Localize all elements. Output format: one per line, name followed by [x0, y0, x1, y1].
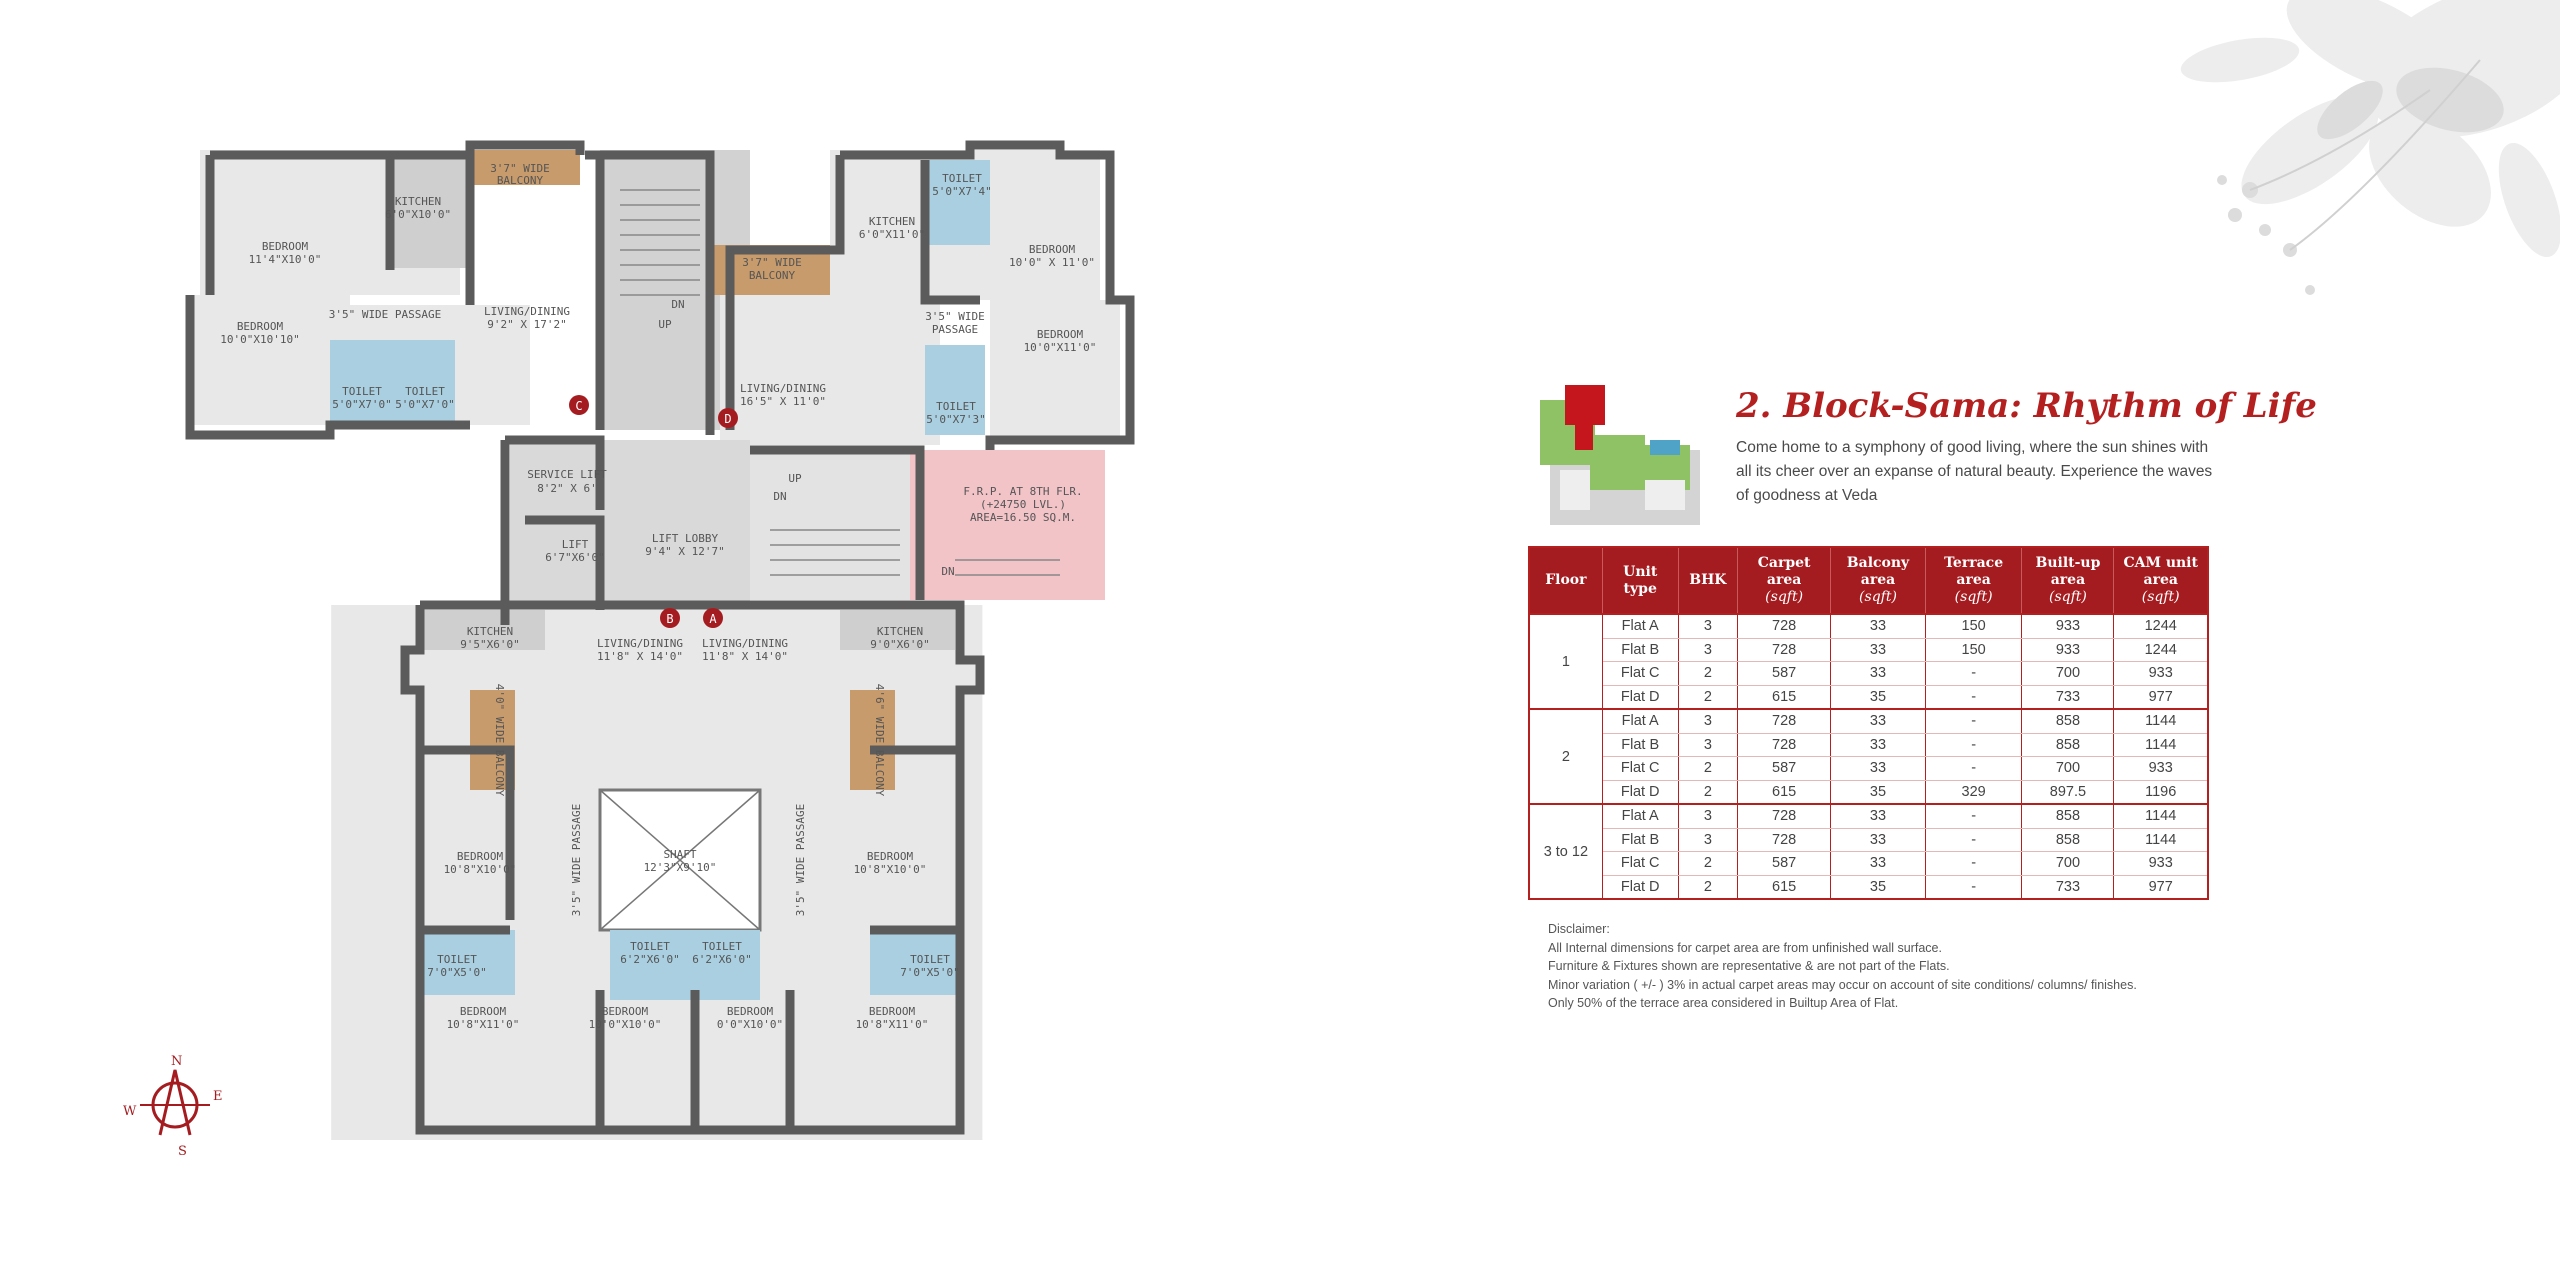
svg-text:SERVICE LIFT: SERVICE LIFT — [527, 468, 607, 481]
balcony-cell: 33 — [1831, 852, 1926, 876]
svg-text:DN: DN — [671, 298, 685, 311]
terrace-cell: - — [1925, 757, 2022, 781]
svg-text:6'2"X6'0": 6'2"X6'0" — [620, 953, 680, 966]
builtup-cell: 733 — [2022, 685, 2114, 709]
svg-text:9'4" X 12'7": 9'4" X 12'7" — [645, 545, 725, 558]
svg-text:C: C — [575, 399, 583, 413]
unit-cell: Flat D — [1602, 685, 1678, 709]
flat-marker-b — [660, 608, 680, 628]
svg-text:LIVING/DINING: LIVING/DINING — [739, 382, 827, 395]
flat-marker-d — [718, 408, 738, 428]
svg-text:BEDROOM: BEDROOM — [456, 850, 504, 863]
svg-text:10'0" X 11'0": 10'0" X 11'0" — [1008, 256, 1096, 269]
unit-cell: Flat B — [1602, 638, 1678, 662]
svg-text:9'5"X6'0": 9'5"X6'0" — [460, 638, 520, 651]
balcony-cell: 33 — [1831, 638, 1926, 662]
svg-text:(+24750 LVL.): (+24750 LVL.) — [979, 498, 1067, 511]
terrace-cell: 150 — [1925, 638, 2022, 662]
cam-cell: 977 — [2114, 875, 2208, 899]
cam-cell: 1144 — [2114, 709, 2208, 733]
svg-text:6'7"X6'0": 6'7"X6'0" — [545, 551, 605, 564]
table-row — [1529, 852, 2208, 876]
col-cam: CAM unit area (sqft) — [2114, 547, 2208, 614]
svg-text:11'8" X 14'0": 11'8" X 14'0" — [596, 650, 684, 663]
builtup-cell: 733 — [2022, 875, 2114, 899]
svg-text:TOILET: TOILET — [630, 940, 670, 953]
builtup-cell: 897.5 — [2022, 780, 2114, 804]
svg-text:AREA=16.50 SQ.M.: AREA=16.50 SQ.M. — [970, 511, 1076, 524]
svg-text:10'8"X10'0": 10'8"X10'0" — [443, 863, 517, 876]
carpet-cell: 728 — [1738, 828, 1831, 852]
svg-text:7'0"X5'0": 7'0"X5'0" — [900, 966, 960, 979]
svg-text:TOILET: TOILET — [437, 953, 477, 966]
carpet-cell: 728 — [1738, 804, 1831, 828]
svg-text:BEDROOM: BEDROOM — [726, 1005, 774, 1018]
page-title: 2. Block-Sama: Rhythm of Life — [1736, 386, 2317, 426]
svg-text:BEDROOM: BEDROOM — [1028, 243, 1076, 256]
disclaimer — [1548, 920, 2188, 1013]
cam-cell: 1144 — [2114, 733, 2208, 757]
terrace-cell: 150 — [1925, 614, 2022, 638]
svg-text:3'5" WIDE PASSAGE: 3'5" WIDE PASSAGE — [794, 803, 807, 917]
floor-cell: 2 — [1529, 709, 1602, 804]
svg-text:4'0" WIDE BALCONY: 4'0" WIDE BALCONY — [493, 683, 506, 797]
svg-text:TOILET: TOILET — [942, 172, 982, 185]
svg-text:LIFT: LIFT — [561, 538, 589, 551]
svg-text:3'5" WIDE PASSAGE: 3'5" WIDE PASSAGE — [328, 308, 442, 321]
bhk-cell: 3 — [1678, 709, 1737, 733]
balcony-cell: 33 — [1831, 709, 1926, 733]
svg-text:11'8" X 14'0": 11'8" X 14'0" — [701, 650, 789, 663]
disclaimer-heading: Disclaimer: — [1548, 922, 1610, 936]
svg-text:10'8"X11'0": 10'8"X11'0" — [446, 1018, 520, 1031]
svg-text:3'7" WIDE: 3'7" WIDE — [490, 162, 550, 175]
svg-text:E: E — [213, 1089, 223, 1104]
bhk-cell: 2 — [1678, 852, 1737, 876]
svg-text:LIVING/DINING: LIVING/DINING — [483, 305, 571, 318]
svg-text:LIVING/DINING: LIVING/DINING — [596, 637, 684, 650]
svg-text:KITCHEN: KITCHEN — [466, 625, 514, 638]
unit-cell: Flat D — [1602, 875, 1678, 899]
bhk-cell: 2 — [1678, 780, 1737, 804]
builtup-cell: 700 — [2022, 852, 2114, 876]
svg-text:S: S — [178, 1144, 187, 1159]
table-row — [1529, 828, 2208, 852]
svg-text:5'0"X7'0": 5'0"X7'0" — [395, 398, 455, 411]
svg-text:3'5" WIDE PASSAGE: 3'5" WIDE PASSAGE — [570, 803, 583, 917]
terrace-cell: - — [1925, 709, 2022, 733]
svg-text:6'0"X11'0": 6'0"X11'0" — [858, 228, 926, 241]
carpet-cell: 728 — [1738, 638, 1831, 662]
cam-cell: 1144 — [2114, 804, 2208, 828]
svg-text:F.R.P. AT 8TH FLR.: F.R.P. AT 8TH FLR. — [963, 485, 1083, 498]
unit-cell: Flat C — [1602, 757, 1678, 781]
svg-text:7'0"X5'0": 7'0"X5'0" — [427, 966, 487, 979]
svg-text:TOILET: TOILET — [910, 953, 950, 966]
col-floor: Floor — [1529, 547, 1602, 614]
svg-text:4'6" WIDE BALCONY: 4'6" WIDE BALCONY — [873, 683, 886, 797]
col-balcony: Balcony area (sqft) — [1831, 547, 1926, 614]
disclaimer-line: Furniture & Fixtures shown are representative & are not part of the Flats. — [1548, 959, 1950, 973]
unit-cell: Flat C — [1602, 662, 1678, 686]
builtup-cell: 858 — [2022, 828, 2114, 852]
svg-text:9'0"X6'0": 9'0"X6'0" — [870, 638, 930, 651]
builtup-cell: 700 — [2022, 662, 2114, 686]
table-row — [1529, 709, 2208, 733]
floor-plan — [180, 130, 1170, 1150]
svg-text:10'8"X11'0": 10'8"X11'0" — [855, 1018, 929, 1031]
cam-cell: 1244 — [2114, 614, 2208, 638]
svg-text:TOILET: TOILET — [702, 940, 742, 953]
table-row — [1529, 733, 2208, 757]
svg-text:KITCHEN: KITCHEN — [394, 195, 442, 208]
col-unit-type: Unit type — [1602, 547, 1678, 614]
svg-text:10'0"X10'0": 10'0"X10'0" — [588, 1018, 662, 1031]
balcony-cell: 35 — [1831, 875, 1926, 899]
terrace-cell: - — [1925, 733, 2022, 757]
svg-text:8'2" X 6': 8'2" X 6' — [537, 482, 597, 495]
svg-text:12'3"X9'10": 12'3"X9'10" — [643, 861, 717, 874]
disclaimer-line: Minor variation ( +/- ) 3% in actual carpet areas may occur on account of site conditions/ columns/ finishes. — [1548, 977, 2137, 992]
cam-cell: 1196 — [2114, 780, 2208, 804]
svg-text:BEDROOM: BEDROOM — [236, 320, 284, 333]
cam-cell: 933 — [2114, 757, 2208, 781]
svg-text:9'2" X 17'2": 9'2" X 17'2" — [487, 318, 567, 331]
balcony-cell: 33 — [1831, 614, 1926, 638]
flat-marker-c — [569, 395, 589, 415]
svg-text:11'4"X10'0": 11'4"X10'0" — [248, 253, 322, 266]
carpet-cell: 615 — [1738, 685, 1831, 709]
bhk-cell: 2 — [1678, 662, 1737, 686]
unit-cell: Flat D — [1602, 780, 1678, 804]
svg-text:UP: UP — [788, 472, 802, 485]
col-carpet: Carpet area (sqft) — [1738, 547, 1831, 614]
bhk-cell: 3 — [1678, 804, 1737, 828]
svg-text:BEDROOM: BEDROOM — [261, 240, 309, 253]
svg-text:PASSAGE: PASSAGE — [931, 323, 979, 336]
svg-text:6'0"X10'0": 6'0"X10'0" — [384, 208, 452, 221]
col-terrace: Terrace area (sqft) — [1925, 547, 2022, 614]
svg-text:LIFT LOBBY: LIFT LOBBY — [651, 532, 719, 545]
carpet-cell: 587 — [1738, 852, 1831, 876]
svg-text:TOILET: TOILET — [936, 400, 976, 413]
table-row — [1529, 685, 2208, 709]
table-row — [1529, 638, 2208, 662]
svg-text:N: N — [171, 1054, 183, 1069]
bhk-cell: 3 — [1678, 638, 1737, 662]
svg-text:3'7" WIDE: 3'7" WIDE — [742, 256, 802, 269]
svg-text:BEDROOM: BEDROOM — [866, 850, 914, 863]
svg-text:TOILET: TOILET — [405, 385, 445, 398]
balcony-cell: 33 — [1831, 828, 1926, 852]
unit-cell: Flat A — [1602, 614, 1678, 638]
terrace-cell: - — [1925, 828, 2022, 852]
bhk-cell: 2 — [1678, 685, 1737, 709]
svg-text:KITCHEN: KITCHEN — [876, 625, 924, 638]
svg-text:DN: DN — [941, 565, 955, 578]
balcony-cell: 33 — [1831, 757, 1926, 781]
svg-text:W: W — [123, 1104, 137, 1119]
col-bhk: BHK — [1678, 547, 1737, 614]
svg-text:UP: UP — [658, 318, 672, 331]
carpet-cell: 587 — [1738, 757, 1831, 781]
builtup-cell: 933 — [2022, 638, 2114, 662]
svg-text:5'0"X7'3": 5'0"X7'3" — [926, 413, 986, 426]
flat-marker-a — [703, 608, 723, 628]
svg-text:LIVING/DINING: LIVING/DINING — [701, 637, 789, 650]
area-table — [1528, 546, 2209, 900]
bhk-cell: 3 — [1678, 614, 1737, 638]
carpet-cell: 615 — [1738, 875, 1831, 899]
compass-icon — [120, 1050, 230, 1160]
carpet-cell: 728 — [1738, 709, 1831, 733]
carpet-cell: 587 — [1738, 662, 1831, 686]
svg-text:B: B — [666, 612, 674, 626]
carpet-cell: 728 — [1738, 733, 1831, 757]
balcony-cell: 33 — [1831, 733, 1926, 757]
floor-cell: 1 — [1529, 614, 1602, 709]
svg-text:BEDROOM: BEDROOM — [459, 1005, 507, 1018]
svg-text:DN: DN — [773, 490, 787, 503]
unit-cell: Flat A — [1602, 804, 1678, 828]
disclaimer-line: Only 50% of the terrace area considered in Builtup Area of Flat. — [1548, 996, 1899, 1010]
unit-cell: Flat B — [1602, 733, 1678, 757]
disclaimer-line: All Internal dimensions for carpet area are from unfinished wall surface. — [1548, 940, 1942, 955]
cam-cell: 1244 — [2114, 638, 2208, 662]
balcony-cell: 35 — [1831, 780, 1926, 804]
terrace-cell: - — [1925, 804, 2022, 828]
cam-cell: 977 — [2114, 685, 2208, 709]
table-row — [1529, 875, 2208, 899]
svg-text:BEDROOM: BEDROOM — [601, 1005, 649, 1018]
terrace-cell: - — [1925, 685, 2022, 709]
cam-cell: 933 — [2114, 852, 2208, 876]
table-header-row — [1529, 547, 2208, 614]
floor-cell: 3 to 12 — [1529, 804, 1602, 899]
builtup-cell: 858 — [2022, 709, 2114, 733]
cam-cell: 933 — [2114, 662, 2208, 686]
svg-text:10'0"X10'10": 10'0"X10'10" — [220, 333, 300, 346]
terrace-cell: - — [1925, 852, 2022, 876]
svg-text:BEDROOM: BEDROOM — [1036, 328, 1084, 341]
bhk-cell: 3 — [1678, 733, 1737, 757]
intro-text: Come home to a symphony of good living, where the sun shines with all its cheer over an expanse of natural beauty. Experience the waves of goodness at Veda — [1736, 439, 2213, 504]
svg-text:5'0"X7'0": 5'0"X7'0" — [332, 398, 392, 411]
balcony-cell: 33 — [1831, 662, 1926, 686]
bhk-cell: 2 — [1678, 875, 1737, 899]
table-row — [1529, 757, 2208, 781]
svg-text:6'2"X6'0": 6'2"X6'0" — [692, 953, 752, 966]
carpet-cell: 615 — [1738, 780, 1831, 804]
svg-text:10'8"X10'0": 10'8"X10'0" — [853, 863, 927, 876]
balcony-cell: 35 — [1831, 685, 1926, 709]
terrace-cell: - — [1925, 662, 2022, 686]
key-plan-icon — [1535, 380, 1715, 530]
svg-text:3'5" WIDE: 3'5" WIDE — [925, 310, 985, 323]
svg-text:KITCHEN: KITCHEN — [868, 215, 916, 228]
col-builtup: Built-up area (sqft) — [2022, 547, 2114, 614]
builtup-cell: 933 — [2022, 614, 2114, 638]
cam-cell: 1144 — [2114, 828, 2208, 852]
floral-decoration — [2010, 0, 2560, 360]
table-row — [1529, 780, 2208, 804]
table-row — [1529, 662, 2208, 686]
carpet-cell: 728 — [1738, 614, 1831, 638]
svg-text:A: A — [709, 612, 717, 626]
svg-text:BALCONY: BALCONY — [496, 174, 544, 187]
bhk-cell: 3 — [1678, 828, 1737, 852]
svg-text:TOILET: TOILET — [342, 385, 382, 398]
unit-cell: Flat A — [1602, 709, 1678, 733]
builtup-cell: 858 — [2022, 804, 2114, 828]
balcony-cell: 33 — [1831, 804, 1926, 828]
table-body — [1529, 614, 2208, 899]
builtup-cell: 858 — [2022, 733, 2114, 757]
svg-text:D: D — [724, 412, 732, 426]
builtup-cell: 700 — [2022, 757, 2114, 781]
table-row — [1529, 614, 2208, 638]
svg-text:10'0"X11'0": 10'0"X11'0" — [1023, 341, 1097, 354]
svg-text:0'0"X10'0": 0'0"X10'0" — [716, 1018, 784, 1031]
svg-text:5'0"X7'4": 5'0"X7'4" — [932, 185, 992, 198]
unit-cell: Flat C — [1602, 852, 1678, 876]
unit-cell: Flat B — [1602, 828, 1678, 852]
svg-text:16'5" X 11'0": 16'5" X 11'0" — [739, 395, 827, 408]
terrace-cell: 329 — [1925, 780, 2022, 804]
svg-text:SHAFT: SHAFT — [663, 848, 697, 861]
bhk-cell: 2 — [1678, 757, 1737, 781]
terrace-cell: - — [1925, 875, 2022, 899]
svg-text:BEDROOM: BEDROOM — [868, 1005, 916, 1018]
table-row — [1529, 804, 2208, 828]
svg-text:BALCONY: BALCONY — [748, 269, 796, 282]
